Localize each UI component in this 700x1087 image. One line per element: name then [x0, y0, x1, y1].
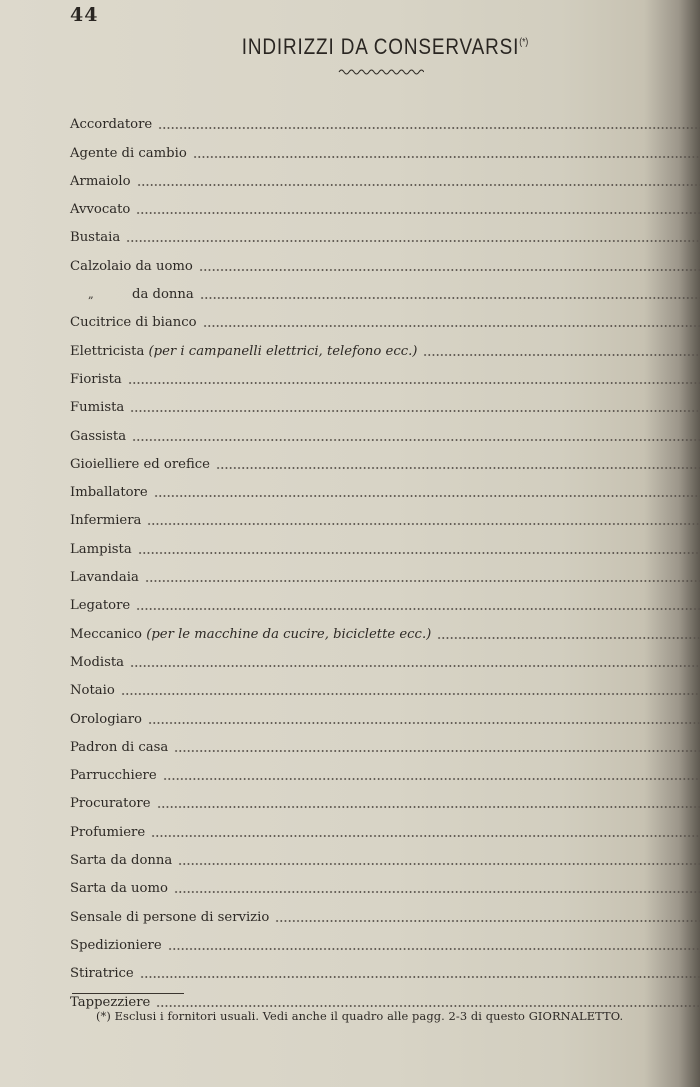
address-entry [70, 926, 700, 954]
address-entry [70, 756, 700, 784]
entry-text: Meccanico [70, 626, 142, 642]
entry-text: Sarta da donna [70, 853, 173, 869]
dotted-leader [437, 636, 700, 640]
entry-text: Orologiaro [70, 711, 142, 727]
entry-label [70, 655, 130, 671]
dotted-leader [121, 692, 700, 696]
entry-text: Agente di cambio [70, 145, 187, 161]
entry-label [70, 881, 174, 897]
address-entry [70, 416, 700, 444]
address-entry [70, 614, 700, 642]
footnote-rule [72, 993, 184, 994]
entry-label [70, 910, 275, 926]
title-ornament [338, 66, 424, 76]
address-entry [70, 897, 700, 925]
address-entry [70, 445, 700, 473]
entry-text: Spedizioniere [70, 937, 162, 953]
entry-text: Gioielliere ed orefice [70, 456, 210, 472]
address-entry [70, 784, 700, 812]
entry-label [70, 372, 128, 388]
address-entry [70, 586, 700, 614]
entry-label [70, 796, 157, 812]
entry-label [70, 570, 145, 586]
title-text: INDIRIZZI DA CONSERVARSI [241, 34, 520, 59]
entry-text: Avvocato [70, 202, 131, 218]
address-entry [70, 473, 700, 501]
entry-text: Profumiere [70, 824, 146, 840]
entry-label [70, 825, 151, 841]
entry-label [70, 287, 200, 303]
entry-text: Sarta da uomo [70, 881, 168, 897]
entry-label [70, 966, 140, 982]
entry-text: Imballatore [70, 485, 148, 501]
address-entry [70, 360, 700, 388]
entry-text: Accordatore [70, 117, 153, 133]
footnote: (*) Esclusi i fornitori usuali. Vedi anche il quadro alle pagg. 2-3 di questo GIORNALETTO. [96, 1009, 624, 1023]
entry-text: Modista [70, 654, 125, 670]
entry-label [70, 344, 423, 360]
dotted-leader [168, 947, 700, 951]
address-entry [70, 246, 700, 274]
entry-text: Sensale di persone di servizio [70, 909, 270, 925]
dotted-leader [132, 438, 700, 442]
dotted-leader [193, 155, 700, 159]
dotted-leader [200, 296, 700, 300]
dotted-leader [151, 834, 700, 838]
entry-text: Procuratore [70, 796, 151, 812]
dotted-leader [126, 239, 700, 243]
dotted-leader [145, 579, 700, 583]
entry-label [70, 429, 132, 445]
address-entry [70, 671, 700, 699]
dotted-leader [163, 777, 700, 781]
address-entry [70, 275, 700, 303]
address-entry [70, 982, 700, 1010]
entry-label [70, 768, 163, 784]
dotted-leader [275, 919, 700, 923]
dotted-leader [137, 183, 700, 187]
dotted-leader [136, 211, 700, 215]
entry-label [70, 485, 154, 501]
entry-note: (per le macchine da cucire, biciclette ecc.) [146, 626, 432, 642]
address-entry [70, 190, 700, 218]
dotted-leader [199, 268, 700, 272]
dotted-leader [136, 607, 700, 611]
entry-label [70, 457, 216, 473]
entry-label [70, 627, 437, 643]
dotted-leader [154, 494, 700, 498]
address-entry [70, 841, 700, 869]
entry-text: Parrucchiere [70, 768, 157, 784]
entry-label [70, 598, 136, 614]
dotted-leader [156, 1004, 700, 1008]
entry-text: Armaiolo [70, 173, 131, 189]
dotted-leader [138, 551, 700, 555]
dotted-leader [148, 721, 700, 725]
entry-text: Cucitrice di bianco [70, 315, 197, 331]
entry-text: Stiratrice [70, 966, 134, 982]
entry-label [70, 146, 193, 162]
dotted-leader [147, 522, 700, 526]
address-entry [70, 501, 700, 529]
dotted-leader [128, 381, 700, 385]
dotted-leader [203, 324, 700, 328]
entry-text: Notaio [70, 683, 115, 699]
entry-text: da donna [132, 287, 194, 303]
address-entry [70, 133, 700, 161]
entry-label [70, 174, 137, 190]
dotted-leader [423, 353, 700, 357]
entry-label [70, 400, 130, 416]
dotted-leader [130, 409, 700, 413]
entry-text: Bustaia [70, 230, 121, 246]
entry-text: Legatore [70, 598, 131, 614]
dotted-leader [174, 890, 700, 894]
entry-text: Fumista [70, 400, 125, 416]
address-entry [70, 388, 700, 416]
entry-text: Tappezziere [70, 994, 151, 1010]
dotted-leader [140, 975, 700, 979]
entry-label [70, 259, 199, 275]
entry-label [70, 315, 203, 331]
entry-text: Lavandaia [70, 570, 139, 586]
entry-label [70, 938, 168, 954]
entry-label [70, 853, 178, 869]
address-entry [70, 869, 700, 897]
entry-text: Lampista [70, 541, 132, 557]
entry-text: Calzolaio da uomo [70, 258, 193, 274]
entry-label [70, 683, 121, 699]
page-title [54, 34, 700, 60]
entry-text: Infermiera [70, 513, 142, 529]
entry-label [70, 740, 174, 756]
dotted-leader [178, 862, 700, 866]
address-list [70, 105, 700, 1011]
dotted-leader [216, 466, 700, 470]
entry-label [70, 202, 136, 218]
address-entry [70, 812, 700, 840]
entry-label [70, 712, 148, 728]
dotted-leader [130, 664, 700, 668]
entry-text: Padron di casa [70, 739, 169, 755]
entry-text: Gassista [70, 428, 127, 444]
dotted-leader [174, 749, 700, 753]
address-entry [70, 728, 700, 756]
entry-note: (per i campanelli elettrici, telefono ecc.) [148, 343, 418, 359]
title-footnote-mark: (*) [519, 37, 529, 48]
dotted-leader [158, 126, 700, 130]
entry-text: Fiorista [70, 371, 122, 387]
address-entry [70, 558, 700, 586]
address-entry [70, 643, 700, 671]
entry-label [70, 513, 147, 529]
address-entry [70, 954, 700, 982]
address-entry [70, 529, 700, 557]
address-entry [70, 303, 700, 331]
entry-label [70, 117, 158, 133]
address-entry [70, 699, 700, 727]
ditto-mark: „ [88, 288, 94, 302]
address-entry [70, 331, 700, 359]
address-entry [70, 162, 700, 190]
address-entry [70, 218, 700, 246]
page-number: 44 [70, 4, 99, 26]
entry-text: Elettricista [70, 343, 145, 359]
address-entry [70, 105, 700, 133]
entry-label [70, 542, 138, 558]
dotted-leader [157, 805, 700, 809]
entry-label [70, 230, 126, 246]
